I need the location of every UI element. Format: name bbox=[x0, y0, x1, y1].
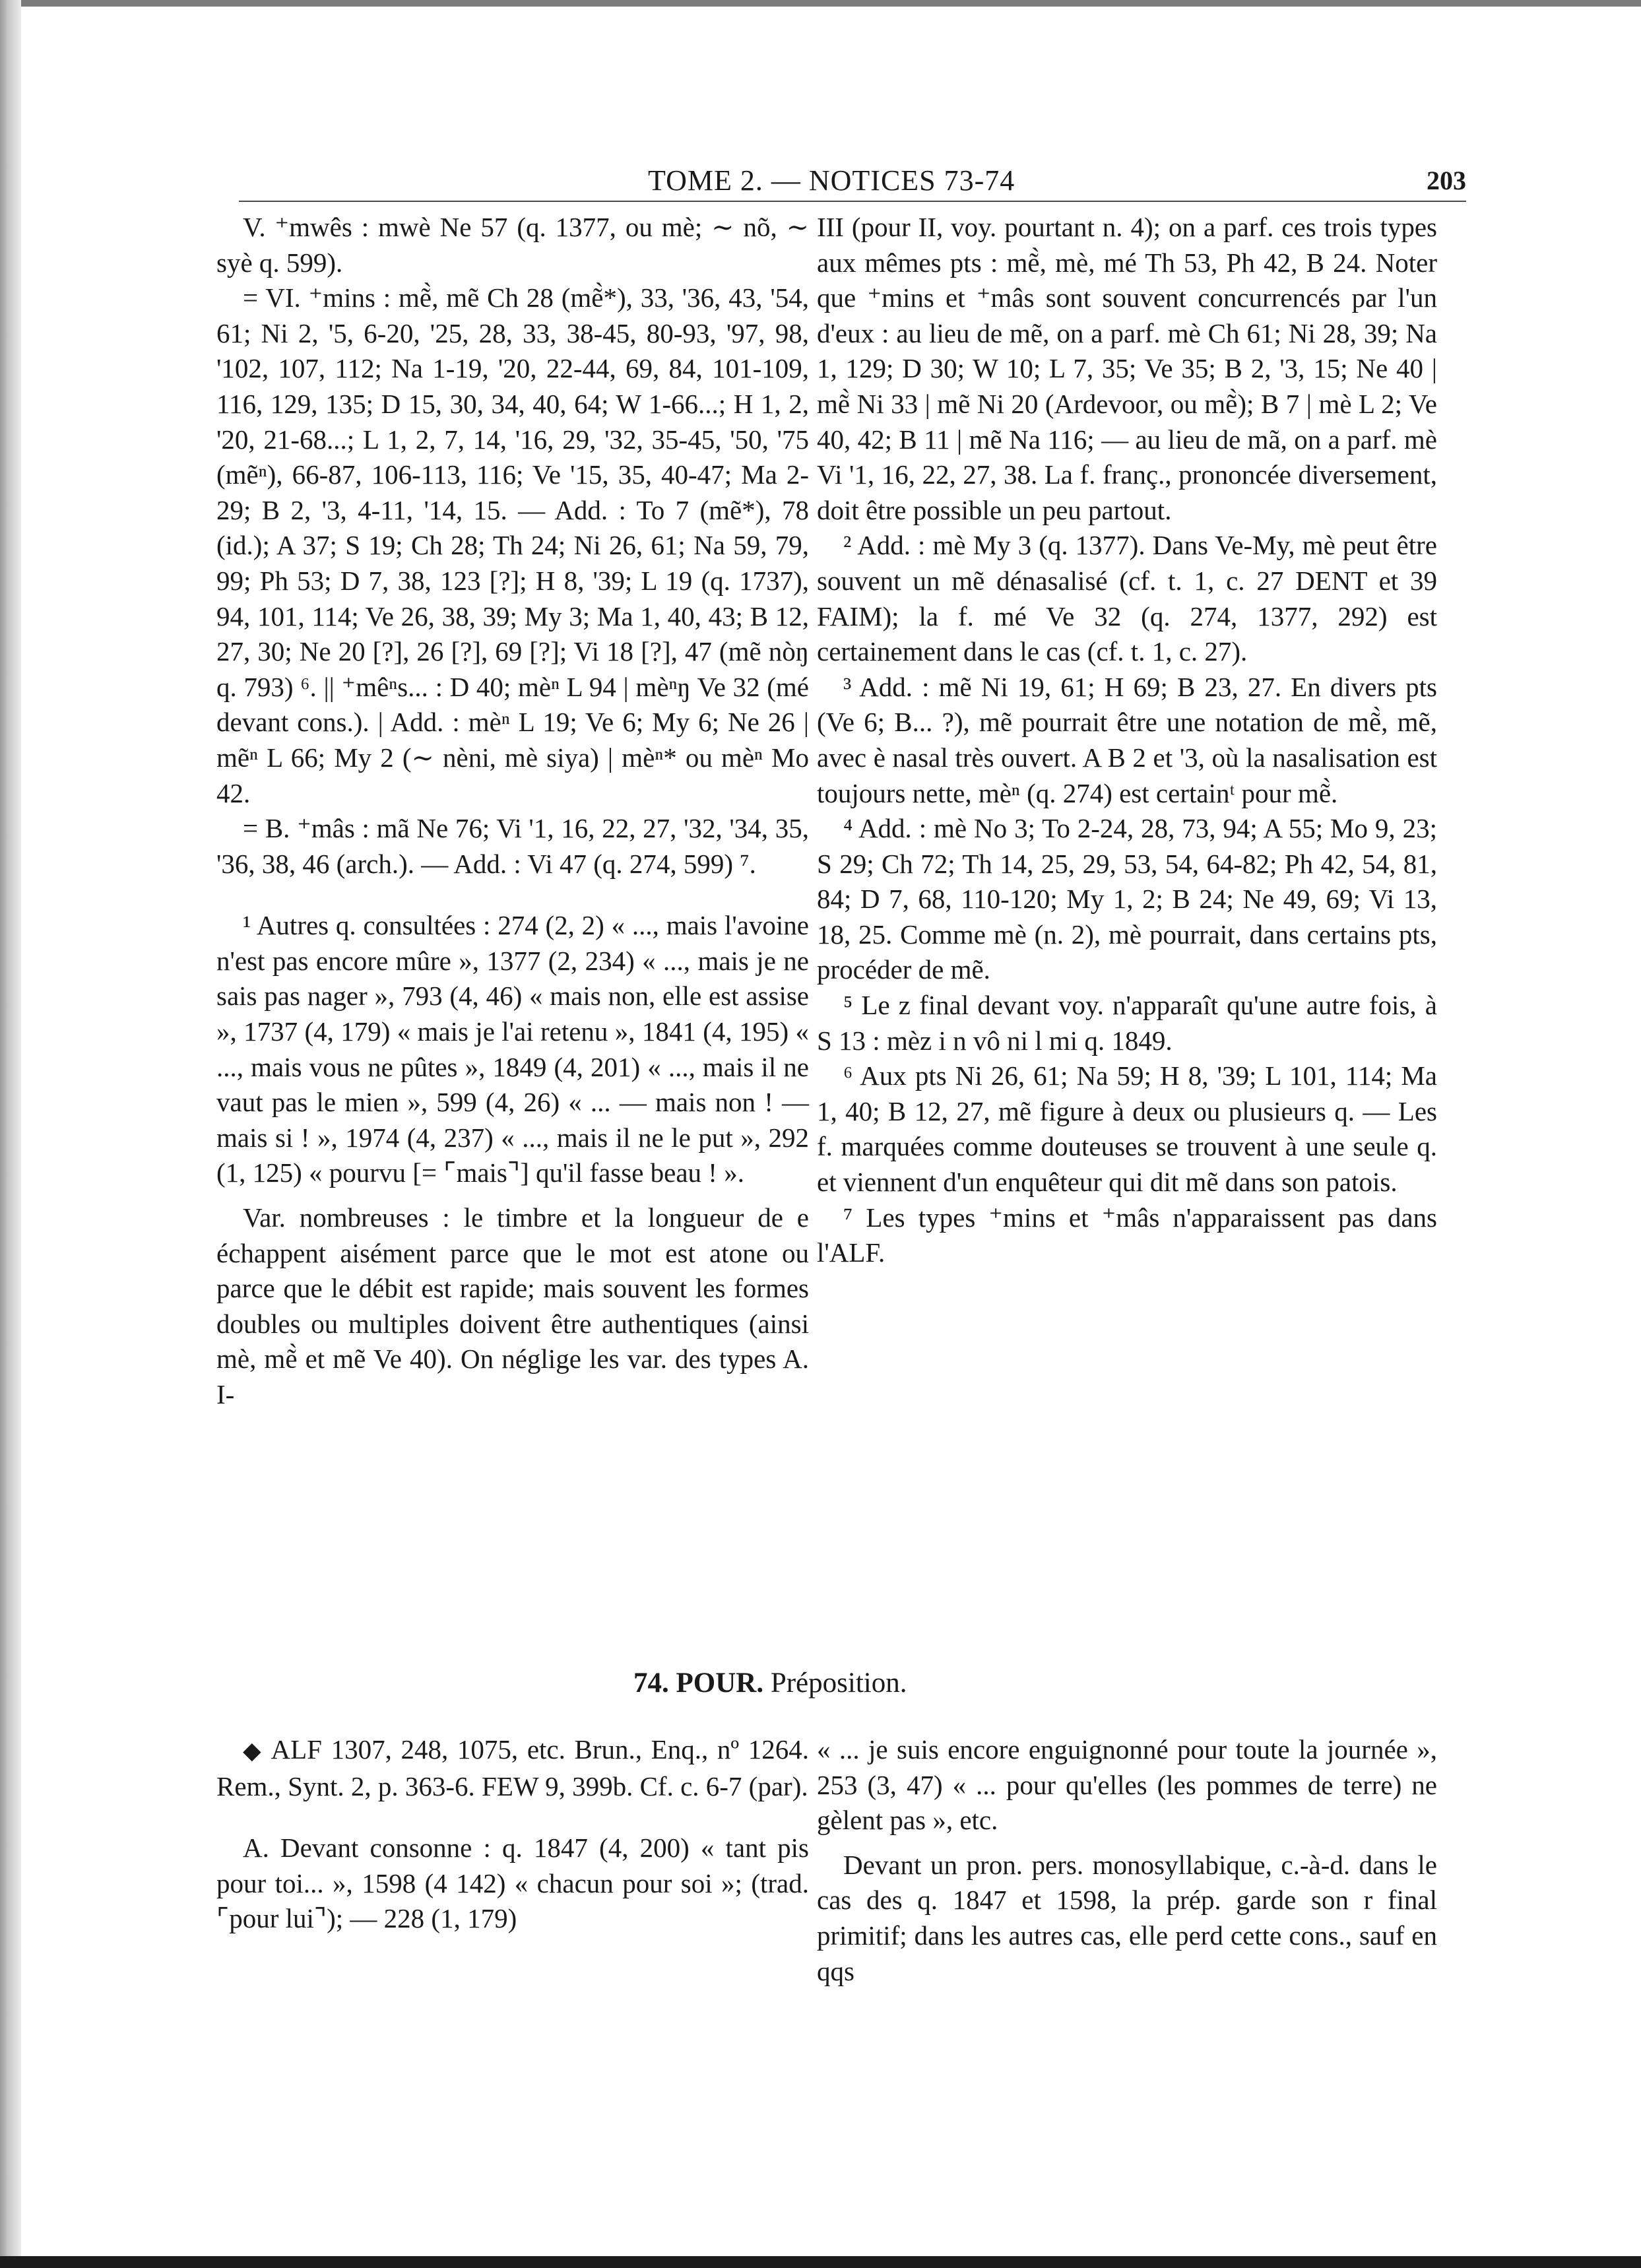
footnote-1: ¹ Autres q. consultées : 274 (2, 2) « ..., mais l'avoine n'est pas encore mûre », 1377 (2, 234) « ..., mais je ne sais pas nager », 793 (4, 46) « mais non, elle est assise », 1737 (4, 179) « mais je l'ai retenu », 1841 (4, 195) « ..., mais vous ne pûtes », 1849 (4, 201) « ..., mais il ne vaut pas le mien », 599 (4, 26) « ... — mais non ! — mais si ! », 1974 (4, 237) « ..., mais il ne le put », 292 (1, 125) « pourvu [= ⌜mais⌝] qu'il fasse beau ! ». bbox=[216, 910, 809, 1188]
section-category: Préposition. bbox=[770, 1668, 907, 1699]
left-footnotes bbox=[216, 908, 809, 1412]
footnote-3: ³ Add. : mẽ Ni 19, 61; H 69; B 23, 27. En divers pts (Ve 6; B... ?), mẽ pourrait être une notation de mẽ̀, mẽ, avec è nasal très ouvert. A B 2 et '3, où la nasalisation est toujours nette, mèⁿ (q. 274) est certainᵗ pour mẽ̀. bbox=[817, 671, 1437, 808]
diamond-icon: ◆ bbox=[243, 1737, 264, 1764]
section-right-column bbox=[817, 1732, 1437, 1989]
section-paragraph: Devant un pron. pers. monosyllabique, c.-à-d. dans le cas des q. 1847 et 1598, la prép. garde son r final primitif; dans les autres cas, elle perd cette cons., sauf en qqs bbox=[817, 1849, 1437, 1986]
right-continuation: III (pour II, voy. pourtant n. 4); on a parf. ces trois types aux mêmes pts : mẽ̀, mè, mé Th 53, Ph 42, B 24. Noter que ⁺mins et ⁺mâs sont souvent concurrencés par l'un d'eux : au lieu de mẽ, on a parf. mè Ch 61; Ni 28, 39; Na 1, 129; D 30; W 10; L 7, 35; Ve 35; B 2, '3, 15; Ne 40 | mẽ̀ Ni 33 | mẽ Ni 20 (Ardevoor, ou mẽ̀); B 7 | mè L 2; Ve 40, 42; B 11 | mẽ Na 116; — au lieu de mã, on a parf. mè Vi '1, 16, 22, 27, 38. La f. franç., prononcée diversement, doit être possible un peu partout. bbox=[817, 212, 1437, 525]
section-left-column bbox=[216, 1732, 809, 1937]
section-continuation: « ... je suis encore enguignonné pour toute la journée », 253 (3, 47) « ... pour qu'elles (les pommes de terre) ne gèlent pas », etc. bbox=[817, 1734, 1437, 1836]
section-number: 74. POUR. bbox=[633, 1668, 764, 1699]
spacer bbox=[216, 1804, 809, 1831]
right-footnotes bbox=[817, 528, 1437, 1270]
variants-note: Var. nombreuses : le timbre et la longueur de e échappent aisément parce que le mot est atone ou parce que le débit est rapide; mais souvent les formes doubles ou multiples doivent être authentiques (ainsi mè, mẽ̀ et mẽ Ve 40). On néglige les var. des types A. I- bbox=[216, 1202, 809, 1409]
paragraph-vi: = VI. ⁺mins : mẽ̀, mẽ Ch 28 (mẽ̀*), 33, '36, 43, '54, 61; Ni 2, '5, 6-20, '25, 28, 33, 38-45, 80-93, '97, 98, '102, 107, 112; Na 1-19, '20, 22-44, 69, 84, 101-109, 116, 129, 135; D 15, 30, 34, 40, 64; W 1-66...; H 1, 2, '20, 21-68...; L 1, 2, 7, 14, '16, 29, '32, 35-45, '50, '75 (mẽⁿ), 66-87, 106-113, 116; Ve '15, 35, 40-47; Ma 2-29; B 2, '3, 4-11, '14, 15. — Add. : To 7 (mẽ*), 78 (id.); A 37; S 19; Ch 28; Th 24; Ni 26, 61; Na 59, 79, 99; Ph 53; D 7, 38, 123 [?]; H 8, '39; L 19 (q. 1737), 94, 101, 114; Ve 26, 38, 39; My 3; Ma 1, 40, 43; B 12, 27, 30; Ne 20 [?], 26 [?], 69 [?]; Vi 18 [?], 47 (mẽ nòŋ q. 793) ⁶. || ⁺mêⁿs... : D 40; mèⁿ L 94 | mèⁿŋ Ve 32 (mé devant cons.). | Add. : mèⁿ L 19; Ve 6; My 6; Ne 26 | mẽⁿ L 66; My 2 (∼ nèni, mè siya) | mèⁿ* ou mèⁿ Mo 42. bbox=[216, 282, 809, 808]
page-number: 203 bbox=[1427, 166, 1466, 195]
paragraph-a: A. Devant consonne : q. 1847 (4, 200) « tant pis pour toi... », 1598 (4 142) « chacun pour soi »; (trad. ⌜pour lui⌝); — 228 (1, 179) bbox=[216, 1832, 809, 1934]
right-column bbox=[817, 210, 1437, 1271]
footnote-4: ⁴ Add. : mè No 3; To 2-24, 28, 73, 94; A 55; Mo 9, 23; S 29; Ch 72; Th 14, 25, 29, 53, 54, 64-82; Ph 42, 54, 81, 84; D 7, 68, 110-120; My 1, 2; B 24; Ne 49, 69; Vi 13, 18, 25. Comme mè (n. 2), mè pourrait, dans certains pts, procéder de mẽ. bbox=[817, 813, 1437, 985]
scan-edge-bottom bbox=[0, 2256, 1641, 2268]
references bbox=[216, 1732, 809, 1804]
footnote-5: ⁵ Le z final devant voy. n'apparaît qu'une autre fois, à S 13 : mèz i n vô ni l mi q. 1849. bbox=[817, 990, 1437, 1056]
paragraph-b: = B. ⁺mâs : mã Ne 76; Vi '1, 16, 22, 27, '32, '34, 35, '36, 38, 46 (arch.). — Add. : Vi 47 (q. 274, 599) ⁷. bbox=[216, 813, 809, 879]
left-column bbox=[216, 210, 809, 1413]
running-head bbox=[239, 164, 1466, 202]
running-title: TOME 2. — NOTICES 73-74 bbox=[648, 164, 1015, 197]
footnote-7: ⁷ Les types ⁺mins et ⁺mâs n'apparaissent pas dans l'ALF. bbox=[817, 1202, 1437, 1268]
section-heading bbox=[633, 1667, 907, 1699]
footnote-6: ⁶ Aux pts Ni 26, 61; Na 59; H 8, '39; L 101, 114; Ma 1, 40; B 12, 27, mẽ figure à deux ou plusieurs q. — Les f. marquées comme douteuses se trouvent à une seule q. et viennent d'un enquêteur qui dit mẽ dans son patois. bbox=[817, 1060, 1437, 1198]
references-text: ALF 1307, 248, 1075, etc. Brun., Enq., nº 1264. Rem., Synt. 2, p. 363-6. FEW 9, 399b. Cf. c. 6-7 (par). bbox=[216, 1734, 809, 1801]
footnote-2: ² Add. : mè My 3 (q. 1377). Dans Ve-My, mè peut être souvent un mẽ dénasalisé (cf. t. 1, c. 27 DENT et 39 FAIM); la f. mé Ve 32 (q. 274, 1377, 292) est certainement dans le cas (cf. t. 1, c. 27). bbox=[817, 530, 1437, 667]
scan-edge-top bbox=[0, 0, 1641, 7]
scan-edge-left bbox=[0, 0, 21, 2268]
spacer bbox=[216, 882, 809, 908]
paragraph-v: V. ⁺mwês : mwè Ne 57 (q. 1377, ou mè; ∼ nõ, ∼ syè q. 599). bbox=[216, 212, 809, 278]
